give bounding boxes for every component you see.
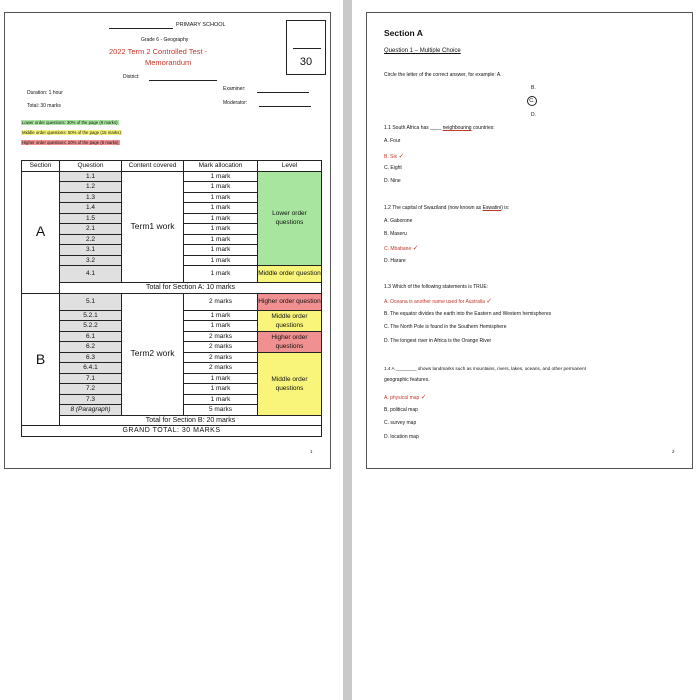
q12-stem	[384, 205, 509, 211]
page-number-2: 2	[672, 449, 675, 454]
mark-cell: 2 marks	[184, 293, 258, 310]
section-a-cell: A	[22, 171, 60, 293]
q11-option-b-text: B. Six	[384, 154, 398, 160]
level-b-higher-2: Higher order questions	[258, 331, 322, 352]
q12-option-d: D. Harare	[384, 258, 406, 264]
header-question: Question	[60, 161, 122, 172]
score-total: 30	[299, 56, 313, 68]
header-content: Content covered	[122, 161, 184, 172]
mark-cell: 1 mark	[184, 310, 258, 321]
q12-stem-before: 1.2 The capital of Swaziland (now known as	[384, 205, 482, 211]
mark-cell: 1 mark	[184, 192, 258, 203]
q11-option-a: A. Four	[384, 138, 401, 144]
question-cell: 6.4.1	[60, 363, 122, 374]
mark-cell: 1 mark	[184, 321, 258, 332]
test-title-line2: Memorandum	[145, 58, 192, 67]
total-b-cell: Total for Section B: 20 marks	[60, 415, 322, 426]
example-circle	[527, 96, 537, 106]
q14-stem-line1: 1.4 A ________ shows landmarks such as mountains, rivers, lakes, oceans, and other permanent	[384, 366, 586, 371]
page-1	[4, 12, 331, 469]
page-number-1: 1	[310, 449, 313, 454]
page-2	[366, 12, 693, 469]
q13-option-c: C. The North Pole is found in the Southern Hemisphere	[384, 324, 507, 330]
question-cell: 3.1	[60, 245, 122, 256]
q11-stem-before: 1.1 South Africa has ____	[384, 125, 442, 131]
header-marks: Mark allocation	[184, 161, 258, 172]
level-b-higher-1: Higher order question	[258, 293, 322, 310]
question-cell: 7.3	[60, 394, 122, 405]
mark-cell: 1 mark	[184, 384, 258, 395]
check-icon: ✓	[420, 394, 427, 401]
header-section: Section	[22, 161, 60, 172]
term-a-cell: Term1 work	[122, 171, 184, 283]
example-c: C.	[529, 98, 535, 104]
moderator-label: Moderator:	[223, 100, 248, 106]
q14-option-b: B. political map	[384, 407, 418, 413]
instruction-text: Circle the letter of the correct answer, for example: A.	[384, 72, 502, 78]
q11-stem	[384, 125, 495, 131]
question-cell: 2.1	[60, 224, 122, 235]
district-line	[149, 80, 217, 81]
q14-option-c: C. survey map	[384, 420, 417, 426]
q11-stem-word: neighbouring	[442, 125, 472, 131]
section-title: Section A	[384, 28, 423, 38]
question-cell: 5.2.2	[60, 321, 122, 332]
q13-option-b: B. The equator divides the earth into the Eastern and Western hemispheres	[384, 311, 552, 317]
question-cell: 8 (Paragraph)	[60, 405, 122, 416]
page-gutter	[343, 0, 352, 700]
q12-option-c	[384, 244, 419, 252]
mark-cell: 2 marks	[184, 342, 258, 353]
legend-middle: Middle order questions: 50% of the page (15 marks)	[22, 130, 121, 135]
mark-cell: 2 marks	[184, 352, 258, 363]
question-cell: 5.1	[60, 293, 122, 310]
duration-label: Duration: 1 hour	[27, 90, 63, 96]
q13-stem: 1.3 Which of the following statements is TRUE:	[384, 284, 489, 290]
q11-option-c: C. Eight	[384, 165, 402, 171]
memorandum-table	[21, 160, 322, 437]
district-label: District:	[123, 74, 140, 80]
term-b-cell: Term2 work	[122, 293, 184, 415]
mark-cell: 2 marks	[184, 363, 258, 374]
example-d: D.	[531, 112, 536, 118]
question-cell: 7.1	[60, 373, 122, 384]
header-level: Level	[258, 161, 322, 172]
q13-option-d: D. The longest river in Africa is the Orange River	[384, 338, 492, 344]
total-label: Total: 30 marks	[27, 103, 61, 109]
school-name-line	[109, 28, 173, 29]
grade-label: Grade 6 - Geography	[141, 37, 189, 43]
mark-cell: 2 marks	[184, 331, 258, 342]
q14-stem-line2: geographic features.	[384, 377, 430, 383]
mark-cell: 1 mark	[184, 255, 258, 266]
question-cell: 2.2	[60, 234, 122, 245]
question-cell: 1.2	[60, 182, 122, 193]
level-a-middle: Middle order question	[258, 266, 322, 283]
total-a-cell: Total for Section A: 10 marks	[60, 283, 322, 294]
mark-cell: 1 mark	[184, 171, 258, 182]
mark-cell: 1 mark	[184, 213, 258, 224]
mark-cell: 1 mark	[184, 373, 258, 384]
legend-higher: Higher order questions: 20% of the page (6 marks)	[22, 140, 119, 145]
table-row	[22, 171, 322, 182]
mark-cell: 5 marks	[184, 405, 258, 416]
table-row	[22, 415, 322, 426]
q12-stem-word: Eswatini	[482, 205, 502, 211]
table-row	[22, 293, 322, 310]
question-cell: 1.4	[60, 203, 122, 214]
question-cell: 5.2.1	[60, 310, 122, 321]
q12-option-c-text: C. Mbabane	[384, 246, 412, 252]
question-cell: 7.2	[60, 384, 122, 395]
q14-option-a	[384, 393, 427, 401]
examiner-label: Examiner:	[223, 86, 246, 92]
question-cell: 4.1	[60, 266, 122, 283]
table-header-row	[22, 161, 322, 172]
check-icon: ✓	[398, 153, 405, 160]
table-row	[22, 283, 322, 294]
question-cell: 6.2	[60, 342, 122, 353]
examiner-line	[257, 92, 309, 93]
question-cell: 6.3	[60, 352, 122, 363]
level-b-middle-2: Middle order questions	[258, 352, 322, 415]
mark-cell: 1 mark	[184, 203, 258, 214]
level-a-lower: Lower order questions	[258, 171, 322, 266]
mark-cell: 1 mark	[184, 182, 258, 193]
q13-option-a	[384, 297, 492, 305]
legend-lower: Lower order questions: 30% of the page (9 marks)	[22, 120, 118, 125]
q14-option-a-text: A. physical map	[384, 395, 420, 401]
q12-option-a: A. Gaborone	[384, 218, 413, 224]
q12-option-b: B. Maseru	[384, 231, 407, 237]
check-icon: ✓	[412, 245, 419, 252]
level-b-middle-1: Middle order questions	[258, 310, 322, 331]
school-label: PRIMARY SCHOOL	[176, 22, 226, 28]
check-icon: ✓	[486, 298, 493, 305]
score-box	[286, 20, 326, 75]
question-title: Question 1 – Multiple Choice	[384, 48, 461, 54]
q14-option-d: D. location map	[384, 434, 419, 440]
q11-stem-after: countries:	[472, 125, 495, 131]
question-cell: 1.1	[60, 171, 122, 182]
mark-cell: 1 mark	[184, 394, 258, 405]
question-cell: 1.5	[60, 213, 122, 224]
question-cell: 3.2	[60, 255, 122, 266]
score-line	[293, 48, 321, 49]
moderator-line	[259, 106, 311, 107]
question-cell: 1.3	[60, 192, 122, 203]
mark-cell: 1 mark	[184, 224, 258, 235]
mark-cell: 1 mark	[184, 234, 258, 245]
q11-option-d: D. Nine	[384, 178, 401, 184]
table-row	[22, 426, 322, 437]
grand-total-cell: GRAND TOTAL: 30 MARKS	[22, 426, 322, 437]
mark-cell: 1 mark	[184, 266, 258, 283]
example-b: B.	[531, 85, 536, 91]
q13-option-a-text: A. Oceana is another name used for Australia	[384, 299, 485, 305]
section-b-cell: B	[22, 293, 60, 426]
mark-cell: 1 mark	[184, 245, 258, 256]
q12-stem-after: ) is:	[501, 205, 510, 211]
test-title-line1: 2022 Term 2 Controlled Test -	[109, 47, 208, 56]
question-cell: 6.1	[60, 331, 122, 342]
q11-option-b	[384, 152, 404, 160]
